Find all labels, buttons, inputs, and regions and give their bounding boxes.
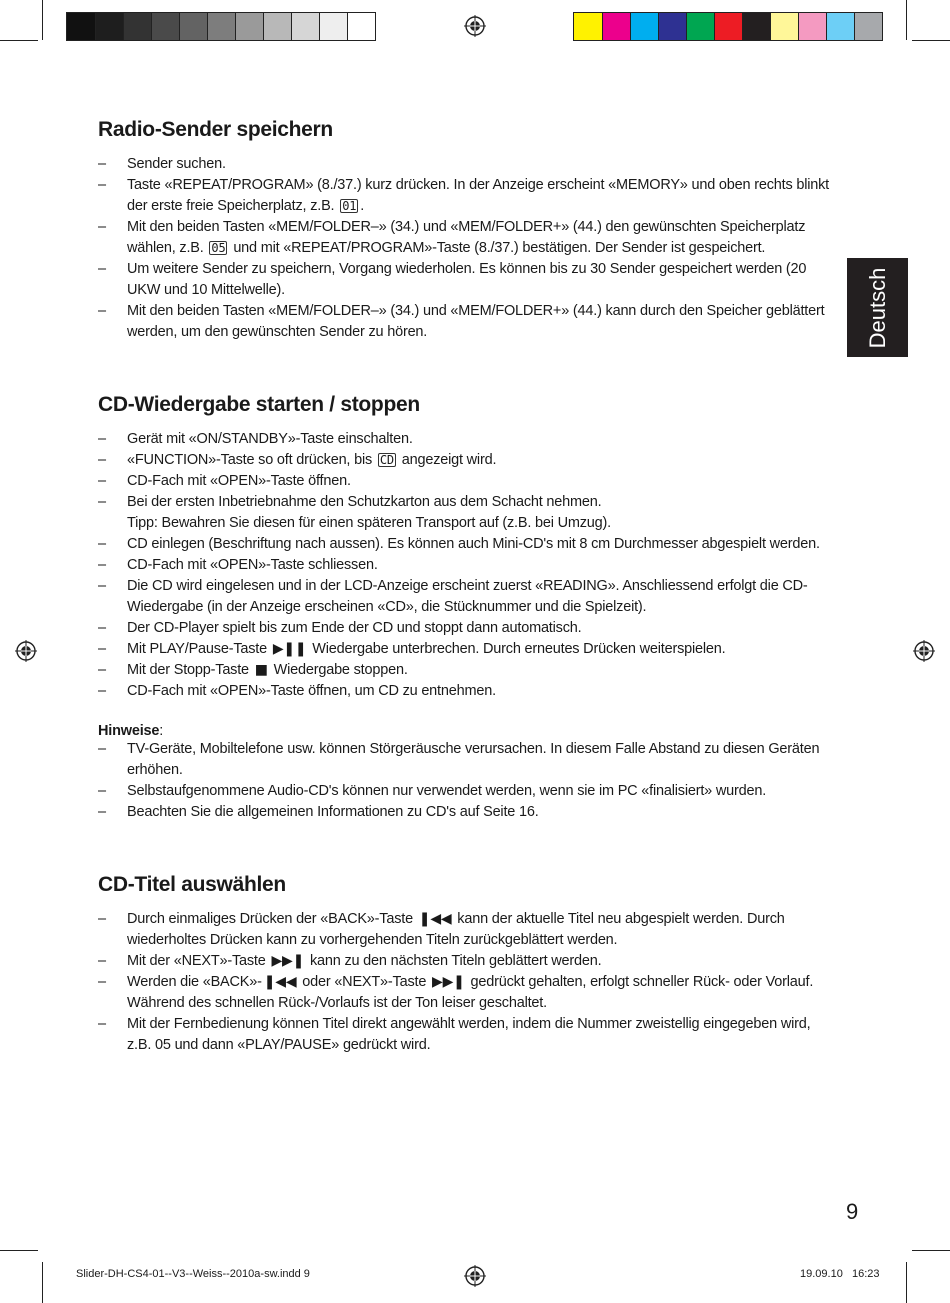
item-text: Der CD-Player spielt bis zum Ende der CD und stoppt dann automatisch. xyxy=(127,620,582,636)
item-text: und mit «REPEAT/PROGRAM»-Taste (8./37.) bestätigen. Der Sender ist gespeichert. xyxy=(229,240,766,256)
color-swatch xyxy=(151,13,179,40)
list-item xyxy=(98,1014,838,1056)
crop-mark xyxy=(42,0,43,40)
color-swatch xyxy=(742,13,770,40)
color-swatch xyxy=(602,13,630,40)
item-text: Mit den beiden Tasten «MEM/FOLDER–» (34.) und «MEM/FOLDER+» (44.) kann durch den Speicher geblättert werden, um den gewünschten Sender zu hören. xyxy=(127,303,825,340)
bullet-dash: – xyxy=(98,219,106,235)
item-text: «FUNCTION»-Taste so oft drücken, bis xyxy=(127,452,376,468)
list-item xyxy=(98,301,838,343)
color-swatch xyxy=(95,13,123,40)
list-item xyxy=(98,576,838,618)
color-bar xyxy=(573,12,883,41)
bullet-dash: – xyxy=(98,641,106,657)
list-item xyxy=(98,802,838,823)
color-swatch xyxy=(179,13,207,40)
color-swatch xyxy=(347,13,375,40)
item-text: Bei der ersten Inbetriebnahme den Schutzkarton aus dem Schacht nehmen. xyxy=(127,494,602,510)
color-swatch xyxy=(67,13,95,40)
list-item xyxy=(98,492,838,534)
item-text: Selbstaufgenommene Audio-CD's können nur verwendet werden, wenn sie im PC «finalisiert» wurden. xyxy=(127,783,767,799)
button-symbol-icon: ▶❚❚ xyxy=(272,641,307,657)
item-text: TV-Geräte, Mobiltelefone usw. können Störgeräusche verursachen. In diesem Falle Abstand zu diesen Geräten erhöhen. xyxy=(127,741,820,778)
item-text: Gerät mit «ON/STANDBY»-Taste einschalten. xyxy=(127,431,413,447)
item-text: Werden die «BACK»- xyxy=(127,974,262,990)
item-text: angezeigt wird. xyxy=(397,452,497,468)
color-swatch xyxy=(854,13,882,40)
list-item xyxy=(98,660,838,681)
list-item xyxy=(98,154,838,175)
list-item xyxy=(98,972,838,1014)
item-text: gedrückt gehalten, erfolgt schneller Rück- oder Vorlauf. Während des schnellen Rück-/Vorlaufs ist der Ton leiser geschaltet. xyxy=(127,974,814,1011)
list-item xyxy=(98,217,838,259)
item-text: . xyxy=(360,198,365,214)
color-swatch xyxy=(798,13,826,40)
tip-text: Tipp: Bewahren Sie diesen für einen späteren Transport auf (z.B. bei Umzug). xyxy=(127,515,611,531)
bullet-dash: – xyxy=(98,536,106,552)
list-item xyxy=(98,618,838,639)
notes-heading: Hinweise: xyxy=(98,723,164,739)
instruction-list xyxy=(98,429,838,702)
language-tab xyxy=(847,258,908,357)
color-swatch xyxy=(826,13,854,40)
section-title: Radio-Sender speichern xyxy=(98,118,333,141)
list-item xyxy=(98,951,838,972)
list-item xyxy=(98,739,838,781)
list-item xyxy=(98,555,838,576)
crop-mark xyxy=(912,1250,950,1251)
item-text: Mit PLAY/Pause-Taste xyxy=(127,641,271,657)
item-text: Um weitere Sender zu speichern, Vorgang wiederholen. Es können bis zu 30 Sender gespeichert werden (20 UKW und 10 Mittelwelle). xyxy=(127,261,807,298)
list-item xyxy=(98,781,838,802)
bullet-dash: – xyxy=(98,452,106,468)
bullet-dash: – xyxy=(98,156,106,172)
item-text: oder «NEXT»-Taste xyxy=(298,974,431,990)
bullet-dash: – xyxy=(98,557,106,573)
bullet-dash: – xyxy=(98,303,106,319)
instruction-list xyxy=(98,909,838,1056)
crop-mark xyxy=(906,0,907,40)
registration-mark-icon xyxy=(15,640,37,662)
bullet-dash: – xyxy=(98,431,106,447)
bullet-dash: – xyxy=(98,620,106,636)
crop-mark xyxy=(0,1250,38,1251)
bullet-dash: – xyxy=(98,783,106,799)
bullet-dash: – xyxy=(98,1016,106,1032)
registration-mark-icon xyxy=(464,1265,486,1287)
page-number: 9 xyxy=(846,1199,859,1224)
list-item xyxy=(98,175,838,217)
color-swatch xyxy=(123,13,151,40)
section-cd-playback xyxy=(98,393,838,823)
item-text: CD-Fach mit «OPEN»-Taste schliessen. xyxy=(127,557,378,573)
item-text: Mit den beiden Tasten «MEM/FOLDER–» (34.) und «MEM/FOLDER+» (44.) den gewünschten Speicherplatz wählen, z.B. xyxy=(127,219,806,256)
crop-mark xyxy=(0,40,38,41)
item-text: Mit der «NEXT»-Taste xyxy=(127,953,270,969)
list-item xyxy=(98,471,838,492)
item-text: CD-Fach mit «OPEN»-Taste öffnen. xyxy=(127,473,351,489)
lcd-display-icon: CD xyxy=(379,453,394,467)
button-symbol-icon: ▶▶❚ xyxy=(271,953,305,969)
bullet-dash: – xyxy=(98,578,106,594)
color-swatch xyxy=(207,13,235,40)
bullet-dash: – xyxy=(98,911,106,927)
color-swatch xyxy=(291,13,319,40)
button-symbol-icon: ❚◀◀ xyxy=(418,911,452,927)
item-text: Durch einmaliges Drücken der «BACK»-Taste xyxy=(127,911,417,927)
bullet-dash: – xyxy=(98,953,106,969)
color-swatch xyxy=(263,13,291,40)
lcd-display-icon: 05 xyxy=(211,241,226,255)
list-item xyxy=(98,429,838,450)
color-swatch xyxy=(658,13,686,40)
item-text: Wiedergabe stoppen. xyxy=(269,662,408,678)
item-text: Die CD wird eingelesen und in der LCD-Anzeige erscheint zuerst «READING». Anschliessend erfolgt die CD-Wiedergabe (in der Anzeige erscheinen «CD», die Stücknummer und die Spielzeit). xyxy=(127,578,808,615)
item-text: kann der aktuelle Titel neu abgespielt werden. Durch wiederholtes Drücken kann zu vorhergehenden Titeln zurückgeblättert werden. xyxy=(127,911,785,948)
item-text: Sender suchen. xyxy=(127,156,226,172)
item-text: Mit der Stopp-Taste xyxy=(127,662,253,678)
item-text: Wiedergabe unterbrechen. Durch erneutes Drücken weiterspielen. xyxy=(308,641,726,657)
section-title: CD-Titel auswählen xyxy=(98,873,286,896)
list-item xyxy=(98,639,838,660)
section-cd-track-select xyxy=(98,873,838,1056)
bullet-dash: – xyxy=(98,804,106,820)
list-item xyxy=(98,450,838,471)
bullet-dash: – xyxy=(98,662,106,678)
list-item xyxy=(98,909,838,951)
section-radio-storage xyxy=(98,118,838,343)
bullet-dash: – xyxy=(98,473,106,489)
item-text: Beachten Sie die allgemeinen Informationen zu CD's auf Seite 16. xyxy=(127,804,539,820)
color-swatch xyxy=(574,13,602,40)
item-text: CD-Fach mit «OPEN»-Taste öffnen, um CD zu entnehmen. xyxy=(127,683,496,699)
section-title: CD-Wiedergabe starten / stoppen xyxy=(98,393,420,416)
list-item xyxy=(98,534,838,555)
lcd-display-icon: 01 xyxy=(342,199,357,213)
color-swatch xyxy=(714,13,742,40)
grayscale-bar xyxy=(66,12,376,41)
registration-mark-icon xyxy=(464,15,486,37)
crop-mark xyxy=(906,1262,907,1303)
list-item xyxy=(98,681,838,702)
bullet-dash: – xyxy=(98,261,106,277)
crop-mark xyxy=(42,1262,43,1303)
notes-list xyxy=(98,739,838,823)
page-content xyxy=(98,118,838,1056)
item-text: Mit der Fernbedienung können Titel direkt angewählt werden, indem die Nummer zweistellig eingegeben wird, z.B. 05 und dann «PLAY/PAUSE» gedrückt wird. xyxy=(127,1016,811,1053)
bullet-dash: – xyxy=(98,741,106,757)
color-swatch xyxy=(770,13,798,40)
color-swatch xyxy=(630,13,658,40)
registration-mark-icon xyxy=(913,640,935,662)
item-text: Taste «REPEAT/PROGRAM» (8./37.) kurz drücken. In der Anzeige erscheint «MEMORY» und oben rechts blinkt der erste freie Speicherplatz, z.B. xyxy=(127,177,829,214)
list-item xyxy=(98,259,838,301)
button-symbol-icon: ■ xyxy=(254,662,268,678)
item-text: kann zu den nächsten Titeln geblättert werden. xyxy=(306,953,602,969)
button-symbol-icon: ❚◀◀ xyxy=(263,974,297,990)
bullet-dash: – xyxy=(98,683,106,699)
footer-date: 19.09.10 16:23 xyxy=(800,1268,880,1280)
crop-mark xyxy=(912,40,950,41)
item-text: CD einlegen (Beschriftung nach aussen). Es können auch Mini-CD's mit 8 cm Durchmesser abgespielt werden. xyxy=(127,536,820,552)
bullet-dash: – xyxy=(98,177,106,193)
bullet-dash: – xyxy=(98,974,106,990)
bullet-dash: – xyxy=(98,494,106,510)
color-swatch xyxy=(686,13,714,40)
footer-filename: Slider-DH-CS4-01--V3--Weiss--2010a-sw.indd 9 xyxy=(76,1268,310,1280)
color-swatch xyxy=(319,13,347,40)
color-swatch xyxy=(235,13,263,40)
language-tab-label: Deutsch xyxy=(864,267,890,348)
button-symbol-icon: ▶▶❚ xyxy=(432,974,465,990)
instruction-list xyxy=(98,154,838,343)
